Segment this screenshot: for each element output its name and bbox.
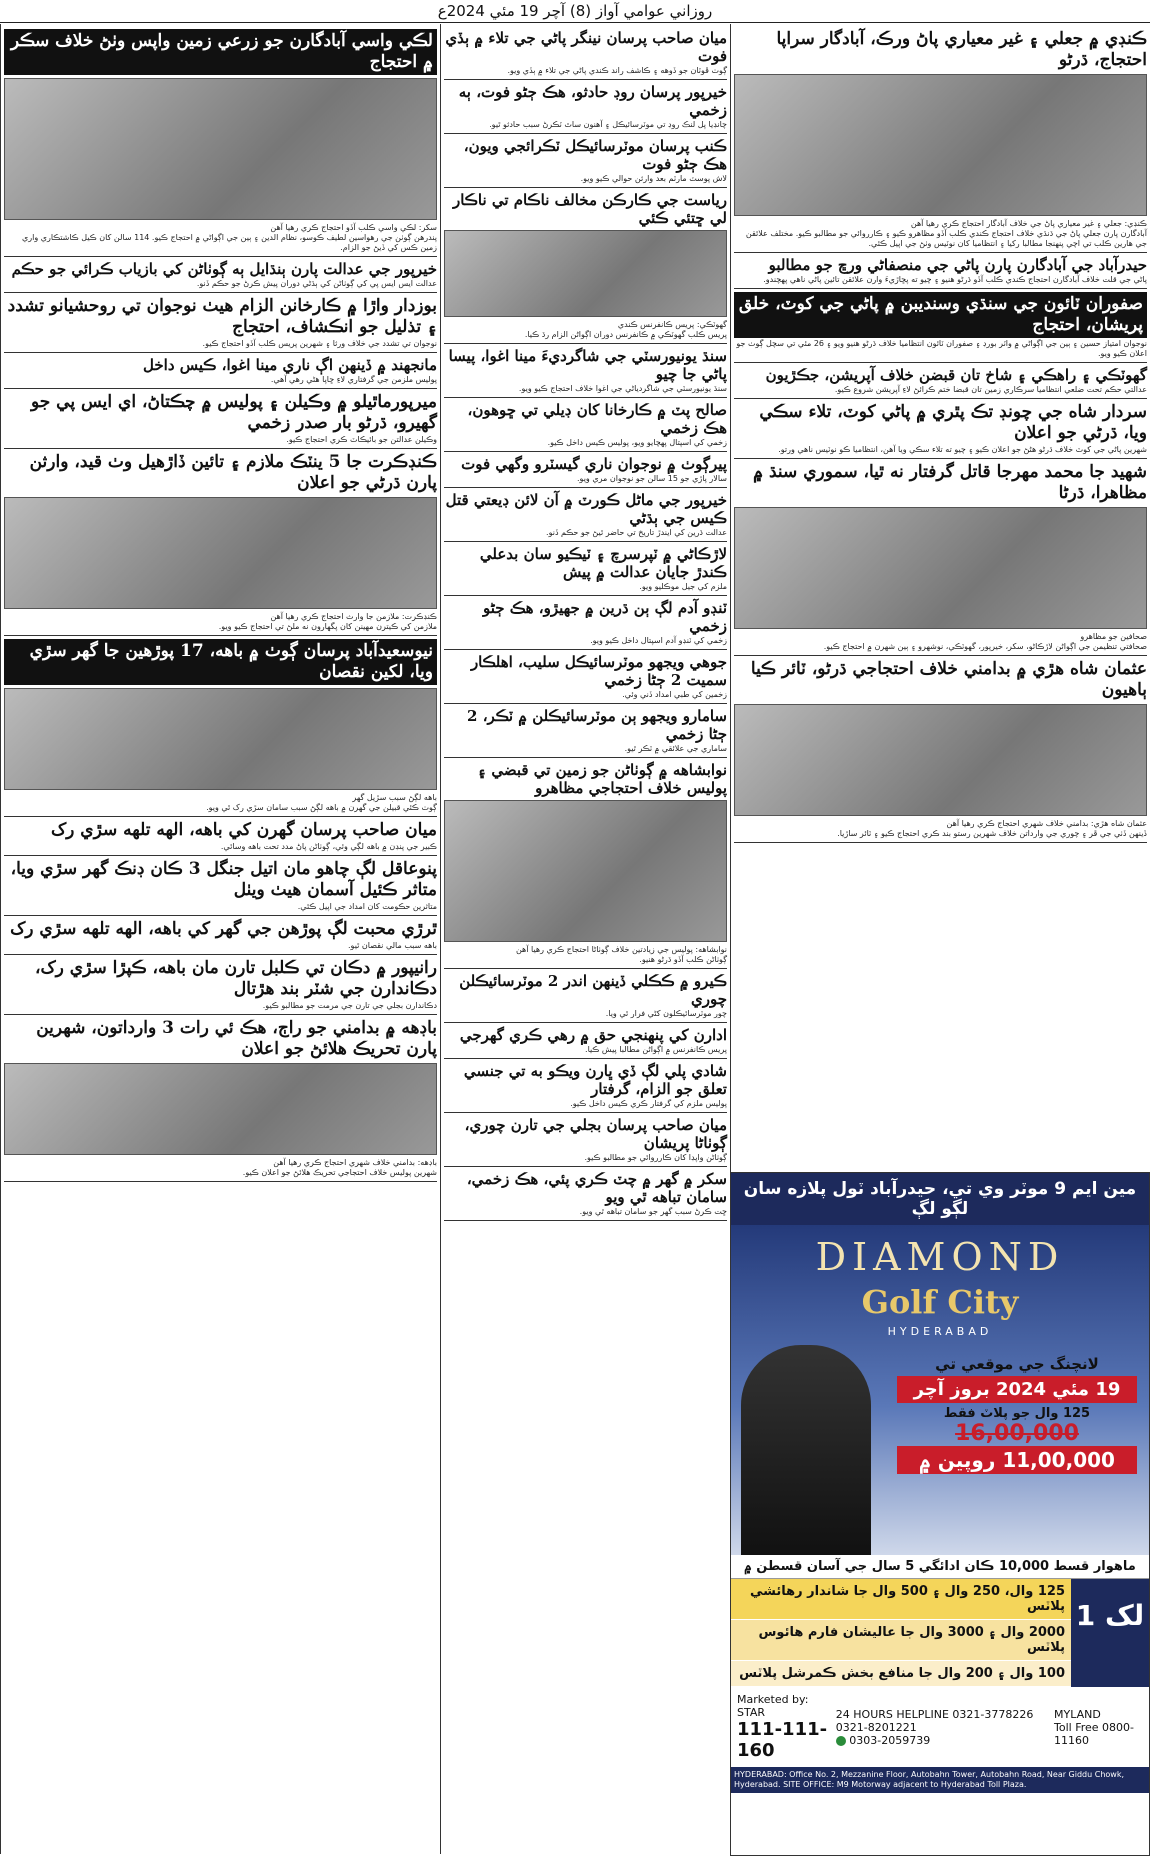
story-photo [4,688,437,790]
story-body: صحافتي تنظيمن جي اڳواڻن لاڙڪاڻو، سکر، خيرپور، گهوٽڪي، نوشهرو ۽ ٻين شهرن ۾ احتجاج ڪيو. [823,642,1147,651]
story-body: نوجوان تي تشدد جي خلاف ورثا ۽ شهرين پريس ڪلب آڏو احتجاج ڪيو. [202,339,437,348]
ad-marketer [737,1693,836,1761]
ad-brand-city: HYDERABAD [887,1325,993,1338]
story-body: آبادگارن پارن جعلي پاڻ جي ڌنڌي خلاف احتجاج ڪندي ڪلب آڏو مظاهرو ڪيو ۽ ڪارروائي جو مطالبو ڪيو. مختلف علائقن جي هارين ڪلب تي اچي پنهنجا مطالبا رکيا ۽ انتظاميا کان نوٽيس وٺڻ جي اپيل ڪئي. [745,229,1147,248]
story-headline: ميان صاحب پرسان گهرن کي باهه، الهه تلهه سڙي رک [50,820,437,840]
story-body: زخمي کي اسپتال پهچايو ويو، پوليس ڪيس داخل ڪيو. [547,438,727,447]
story-photo [734,74,1147,216]
photo-caption: عثمان شاه هڙي: بدامني خلاف شهري احتجاج ڪري رهيا آهن [946,819,1147,828]
news-story [444,344,727,398]
story-headline: بوزدار واڙا ۾ ڪارخانن الزام هيٺ نوجوان تي روحشيانو تشدد ۽ تذليل جو انڪشاف، احتجاج [7,296,437,337]
story-photo [4,78,437,220]
story-headline: خيرپور جي عدالت پارن ٻنڌايل ٻه ڳوٺاڻن کي بازياب ڪرائي جو حڪم [11,260,437,278]
story-body: پاڻي جي قلت خلاف آبادگارن احتجاج ڪندي ڪلب آڏو ڌرڻو هنيو ۽ چيو ته پڇاڙيءَ وارن علائقن تائين پاڻي ناهي پهچندو. [763,275,1147,284]
story-body: باهه سبب مالي نقصان ٿيو. [348,941,437,950]
news-story [444,452,727,488]
news-story [444,80,727,134]
story-photo [734,704,1147,816]
story-body: سنڌ يونيورسٽي جي شاگردياڻي جي اغوا خلاف احتجاج ڪيو ويو. [518,384,727,393]
story-body: زخمي کي ٽنڊو آدم اسپتال داخل ڪيو ويو. [590,636,727,645]
news-story [444,704,727,758]
story-headline: سنڌ يونيورسٽي جي شاگرديءَ مينا اغوا، پيسا پاڻي جا چيو [448,347,727,383]
ad-installment: ماهوار قسط 10,000 ڪان ادائگي 5 سال جي آسان قسطن ۾ [731,1555,1149,1579]
ad-offer: 125 وال، 250 وال ۽ 500 وال جا شاندار رهائشي پلاٽس [731,1579,1071,1620]
story-headline: عثمان شاه هڙي ۾ بدامني خلاف احتجاجي ڌرڻو، ٽائر ڪيا ٻاهيون [750,659,1147,700]
story-body: عدالت ايس ايس پي کي ڳوٺاڻن کي ٻڌڻي دوران پيش ڪرڻ جو حڪم ڏنو. [196,279,437,288]
news-story [444,758,727,969]
story-headline: ٽنڊو آدم لڳ ٻن ڌرين ۾ جهيڙو، هڪ ڄڻو زخمي [483,599,727,635]
news-story [444,26,727,80]
story-headline: ميرپورماٿيلو ۾ وڪيلن ۽ پوليس ۾ چڪتاڻ، اي ايس پي جو گهيرو، ڌرڻو بار صدر زخمي [30,392,437,433]
story-headline: سامارو ويجهو ٻن موٽرسائيڪلن ۾ ٽڪر، 2 ڄڻا زخمي [467,707,727,743]
story-headline: حيدرآباد جي آبادگارن پارن پاڻي جي منصفاڻي ورڇ جو مطالبو [768,256,1147,274]
photo-caption: سکر: لڪي واسي ڪلب آڏو احتجاج ڪري رهيا آهن [270,223,437,232]
ad-address: HYDERABAD: Office No. 2, Mezzanine Floor, Autobahn Tower, Autobahn Road, Near Giddu Chowk, Hyderabad. SITE OFFICE: M9 Motorway adjacent to Hyderabad Toll Plaza. [731,1767,1149,1793]
ad-new-price: 11,00,000 روپين ۾ [897,1446,1137,1474]
ad-partner-name: MYLAND [1054,1707,1101,1721]
story-headline: سردار شاه جي چونڊ تڪ پٿري ۾ پاڻي کوٽ، تلاء سڪي ويا، ڌرڻي جو اعلان [759,402,1147,443]
story-body: متاثرين حڪومت کان امداد جي اپيل ڪئي. [297,902,437,911]
news-story [734,253,1147,289]
ad-brand-sub: Golf City [861,1283,1019,1321]
story-photo [444,800,727,942]
ad-marketed-by: Marketed by: STAR [737,1693,809,1719]
real-estate-advertisement [730,1172,1150,1856]
story-headline: رانيپور ۾ دڪان تي ڪلبل تارن مان باهه، ڪپڙا سڙي رک، دڪاندارن جي شٽر بند هڙتال [34,958,437,999]
story-body: ساماري جي علائقي ۾ ٽڪر ٿيو. [624,744,727,753]
story-body: ڇت ڪرڻ سبب گهر جو سامان تباهه ٿي ويو. [579,1207,727,1216]
story-body: وڪيلن عدالتن جو بائيڪاٽ ڪري احتجاج ڪيو. [286,435,437,444]
story-headline: رياست جي ڪارڪن مخالف ناڪام تي ناڪار لي ڇتئي ڪئي [453,191,727,227]
story-headline: پيرڳوٺ ۾ نوجوان ناري گيسٽرو وگهي فوت [461,455,727,473]
ad-price-box [897,1355,1137,1474]
ad-tollfree: Toll Free 0800-11160 [1054,1720,1135,1747]
story-body: ملزم کي جيل موڪليو ويو. [639,582,727,591]
story-body: نوجوان امتياز حسين ۽ ٻين جي اڳواڻي ۾ واٽر بورڊ ۽ صفوران ٽائون انتظاميا خلاف ڌرڻو هنيو ويو ۽ 26 مئي تي سچل ڳوٺ جو اعلان ڪيو ويو. [736,339,1147,358]
news-story [444,1167,727,1221]
story-body: ڪبير جي پنڊن ۾ باهه لڳي وئي، ڳوٺاڻن پاڻ مدد تحت باهه وسائي. [220,842,437,851]
story-headline: خيرپور پرسان روڊ حادثو، هڪ ڄڻو فوت، ٻه زخمي [458,83,727,119]
news-story [4,389,437,449]
story-headline: ٿرڙي محبت لڳ پوڙهن جي گهر کي باهه، الهه تلهه سڙي رک [10,919,437,939]
column-middle [440,24,730,1854]
photo-caption: نوابشاهه: پوليس جي زيادتين خلاف ڳوٺاڻا احتجاج ڪري رهيا آهن [515,945,727,954]
masthead: روزاني عوامي آواز (8) آچر 19 مئي 2024ع [0,0,1150,23]
story-headline: ڪنڊي ۾ جعلي ۽ غير معياري پاڻ ورڪ، آبادگار سراپا احتجاج، ڌرڻو [776,29,1147,70]
photo-caption: باڊهه: بدامني خلاف شهري احتجاج ڪري رهيا آهن [273,1158,437,1167]
story-headline: ادارن کي پنهنجي حق ۾ رهي ڪري گهرجي [459,1026,727,1044]
ad-brand: DIAMOND [815,1235,1065,1279]
news-story [4,856,437,916]
story-headline: نيوسعيدآباد پرسان ڳوٺ ۾ باهه، 17 پوڙهين جا گهر سڙي ويا، لکين نقصان [4,639,437,685]
story-headline: خيرپور جي ماڻل ڪورٽ ۾ آن لائن ڊيعتي قتل ڪيس جي ٻڌڻي [445,491,727,527]
story-headline: پنوعاقل لڳ چاهو مان اتيل جنگل 3 ڪان ڊنڪ گهر سڙي ويا، متاثر ڪئيل آسمان هيٺ ويٺل [10,859,437,900]
news-story [444,488,727,542]
story-headline: شادي پلي لڳ ڏي ڀارن ويڪو به تي جنسي تعلق جو الزام، گرفتار [463,1062,727,1098]
news-story [444,596,727,650]
story-body: دڪاندارن بجلي جي تارن جي مرمت جو مطالبو ڪيو. [262,1001,437,1010]
news-story [4,26,437,257]
story-headline: مانجهند ۾ ڏينهن اڳ ناري مينا اغوا، ڪيس داخل [143,356,437,374]
ad-launch-label: لانچنگ جي موقعي تي [935,1355,1099,1373]
whatsapp-icon [836,1736,846,1746]
ad-offer-list [731,1579,1071,1687]
story-headline: گهوٽڪي ۽ راهڪي ۽ شاخ تان قبضن خلاف آپريشن، جڪڙيون [765,366,1147,384]
story-body: چانڊيا پل لنڪ روڊ تي موٽرسائيڪل ۽ آهنون ساٿ ٽڪرڻ سبب حادثو ٿيو. [489,120,727,129]
ad-booking-badge: 1 لک [1071,1579,1149,1687]
story-headline: ڪنڊڪرت جا 5 ينٽڪ ملازم ۽ تائين ڏاڙهيل وٺ قيد، وارثن پارن ڌرڻي جو اعلان [29,452,437,493]
news-story [444,969,727,1023]
news-story [734,363,1147,399]
story-headline: نوابشاهه ۾ ڳوٺاڻن جو زمين تي قبضي ۽ پوليس خلاف احتجاجي مظاهرو [477,761,727,797]
photo-caption: ڪنڊڪرت: ملازمن جا وارث احتجاج ڪري رهيا آهن [270,612,437,621]
news-story [444,650,727,704]
story-body: ڳوٺاڻن واپڊا کان ڪارروائي جو مطالبو ڪيو. [584,1153,727,1162]
ad-partner [1054,1708,1143,1747]
ad-footer [731,1687,1149,1767]
news-story [734,26,1147,253]
story-headline: صالح پٽ ۾ ڪارخانا کان ڊيلي تي ڇوهون، هڪ زخمي [467,401,727,437]
ad-launch-date: 19 مئي 2024 بروز آچر [897,1376,1137,1403]
story-headline: جوهي ويجهو موٽرسائيڪل سليب، اهلڪار سميت 2 ڄڻا زخمي [470,653,727,689]
story-headline: شهيد جا محمد مهرجا قاتل گرفتار نه ٿيا، سموري سنڌ ۾ مظاهرا، ڌرڻا [753,462,1147,503]
news-story [444,1113,727,1167]
story-headline: باڊهه ۾ بدامني جو راڄ، هڪ ئي رات 3 وارداتون، شهرين پارن تحريڪ هلائڻ جو اعلان [36,1018,437,1059]
photo-caption: ڪنڊي: جعلي ۽ غير معياري پاڻ جي خلاف آبادگار احتجاج ڪري رهيا آهن [910,219,1147,228]
news-story [444,188,727,344]
ad-offer: 100 وال ۽ 200 وال جا منافع بخش ڪمرشل پلاٽس [731,1661,1071,1687]
news-story [444,134,727,188]
news-story [734,656,1147,843]
ad-helpline: 24 HOURS HELPLINE 0321-3778226 0321-8201221 [835,1707,1034,1734]
ad-headline: مين ايم 9 موٽر وي تي، حيدرآباد ٽول پلازه سان لڳو لڳ [731,1173,1149,1225]
story-body: عدالت ڌرين کي ايندڙ تاريخ تي حاضر ٿيڻ جو حڪم ڏنو. [546,528,727,537]
news-story [4,1015,437,1182]
story-body: ملازمن کي ڪيترن مهينن کان پگهارون نه ملڻ تي احتجاج ڪيو ويو. [218,622,437,631]
story-body: زخمين کي طبي امداد ڏني وئي. [622,690,727,699]
story-body: شهرين پوليس خلاف احتجاجي تحريڪ هلائڻ جو اعلان ڪيو. [242,1168,437,1177]
news-story [444,542,727,596]
news-story [4,449,437,636]
ad-person-image [741,1345,871,1555]
story-body: چور موٽرسائيڪلون کڻي فرار ٿي ويا. [605,1009,727,1018]
story-headline: ڪيرو ۾ ڪڪلي ڏينهن اندر 2 موٽرسائيڪلن چوري [459,972,727,1008]
news-story [4,817,437,856]
story-body: پوليس ملزمن جي گرفتاري لاءِ ڇاپا هڻي رهي آهي. [270,375,437,384]
photo-caption: باهه لڳڻ سبب سڙيل گهر [352,793,437,802]
story-body: ڳوٺ ڪئي قبيلن جي گهرن ۾ باهه لڳڻ سبب سامان سڙي رک ٿي ويو. [206,803,437,812]
news-story [444,1059,727,1113]
photo-caption: گهوٽڪي: پريس ڪانفرنس ڪندي [617,320,727,329]
story-headline: لاڙڪاڻي ۾ ٽپرسرچ ۽ ٽيڪيو سان بدعلي ڪندڙ جايان عدالت ۾ پيش [479,545,727,581]
news-story [734,459,1147,656]
news-story [4,636,437,817]
ad-old-price: 16,00,000 [955,1421,1079,1446]
story-headline: سکر ۾ گهر ۾ چٽ ڪري پئي، هڪ زخمي، سامان تباهه ٿي ويو [466,1170,727,1206]
ad-phone-main: 111-111-160 [737,1719,828,1761]
news-story [734,289,1147,363]
news-story [4,916,437,955]
story-body: پريس ڪانفرنس ۾ اڳواڻن مطالبا پيش ڪيا. [585,1045,727,1054]
ad-contact [836,1708,1054,1747]
story-body: ڏينهن ڏٺي جي ڦر ۽ چوري جي وارداتن خلاف شهرين رستو بند ڪري احتجاج ڪيو ۽ ٽائر ساڙيا. [837,829,1147,838]
news-story [4,353,437,389]
news-story [734,399,1147,459]
news-story [4,955,437,1015]
story-photo [4,497,437,609]
story-headline: لڪي واسي آبادگارن جو زرعي زمين واپس وٺڻ خلاف سڪر ۾ احتجاج [4,29,437,75]
ad-phone-mobile: 0303-2059739 [849,1733,931,1747]
story-headline: ميان صاحب پرسان بجلي جي تارن چوري، ڳوٺاڻا پريشان [464,1116,727,1152]
story-photo [444,230,727,317]
ad-hero [731,1225,1149,1555]
story-body: ڳوٺاڻن ڪلب آڏو ڌرڻو هنيو. [639,955,727,964]
story-body: پريس ڪلب گهوٽڪي ۾ ڪانفرنس دوران اڳواڻن الزام رڌ ڪيا. [524,330,727,339]
news-story [444,398,727,452]
ad-offer: 2000 وال ۽ 3000 وال جا عاليشان فارم هائوس پلاٽس [731,1620,1071,1661]
story-headline: صفوران ٽائون جي سنڌي وسنديبن ۾ پاڻي جي کوٽ، خلق پريشان، احتجاج [734,292,1147,338]
story-headline: ميان صاحب پرسان نينگر پاڻي جي تلاء ۾ ٻڏي فوت [445,29,727,65]
ad-plot-label: 125 وال جو پلاٽ فقط [943,1406,1091,1421]
news-story [4,257,437,293]
column-left [0,24,440,1854]
story-headline: ڪنب پرسان موٽرسائيڪل ٽڪرائجي ويون، هڪ ڄڻو فوت [463,137,727,173]
story-body: عدالتي حڪم تحت ضلعي انتظاميا سرڪاري زمين تان قبضا ختم ڪرائڻ لاءِ آپريشن شروع ڪيو. [834,385,1147,394]
story-body: پوليس ملزم کي گرفتار ڪري ڪيس داخل ڪيو. [570,1099,727,1108]
story-body: سالار پاڙي جو 15 سالن جو نوجوان مري ويو. [577,474,727,483]
story-body: شهرين پاڻي جي کوٽ خلاف ڌرڻو هڻڻ جو اعلان ڪيو ۽ چيو ته تلاء سڪي ويا آهن، انتظاميا ڪو نوٽيس ناهي ورتو. [778,445,1147,454]
story-photo [734,507,1147,629]
story-body: لاش پوسٽ مارٽم بعد وارثن حوالي ڪيو ويو. [580,174,727,183]
news-story [4,293,437,353]
photo-caption: صحافين جو مظاهرو [1080,632,1147,641]
story-photo [4,1063,437,1155]
story-body: پندرهن ڳوٺن جي رهواسين لطيف ڪوسو، نظام الدين ۽ ٻين جي اڳواڻي ۾ احتجاج ڪيو. 114 سالن کان ڪيل ڪاشتڪاري واري زمين ڪس کي ڏيڻ جو الزام. [21,233,437,252]
ad-offers [731,1579,1149,1687]
story-body: ڳوٺ ڦوٽان جو ڏوهه ۽ ڪاشف راند ڪندي پاڻي جي تلاء ۾ ٻڏي ويو. [507,66,727,75]
news-story [444,1023,727,1059]
